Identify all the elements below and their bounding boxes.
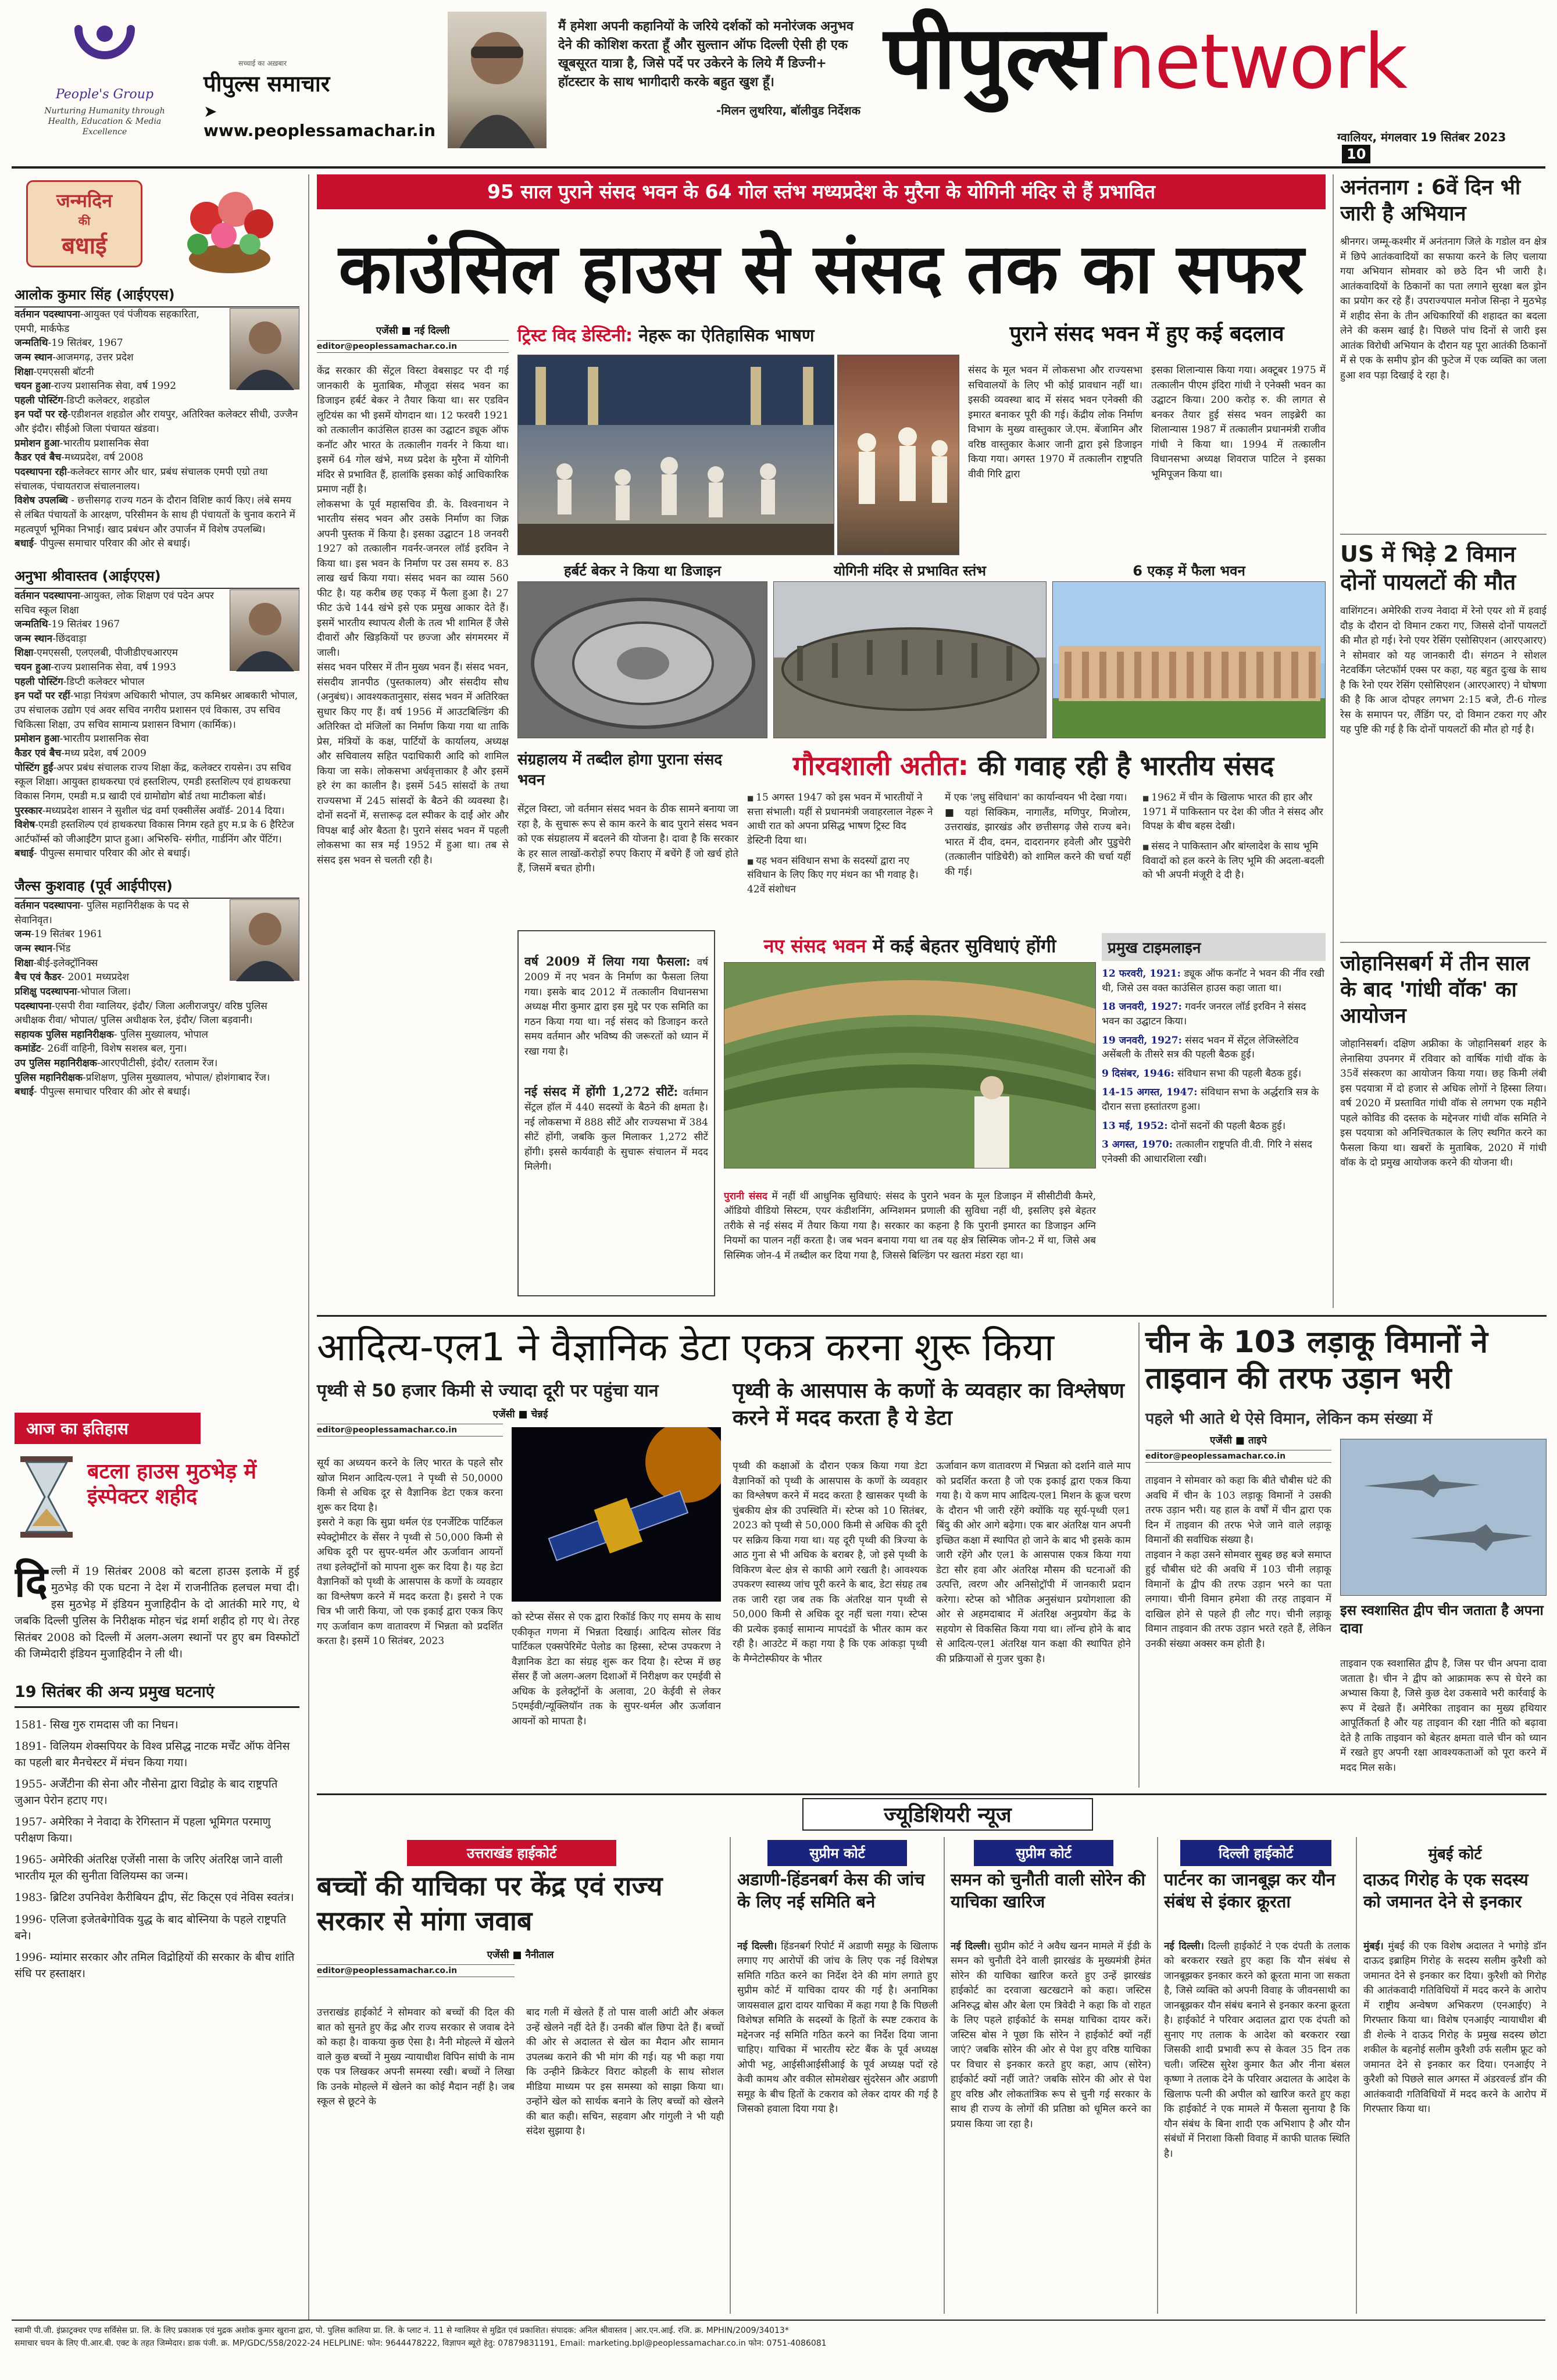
new-parliament-head: नए संसद भवन में कई बेहतर सुविधाएं होंगी bbox=[763, 935, 1056, 957]
birthday-title-3: बधाई bbox=[62, 233, 107, 259]
history-event: 1957- अमेरिका ने नेवादा के रेगिस्तान में पहला भूमिगत परमाणु परीक्षण किया। bbox=[15, 1816, 271, 1845]
sc-headline-1: अडाणी-हिंडनबर्ग केस की जांच के लिए नई समिति बने bbox=[737, 1870, 925, 1911]
china-column-1: ताइवान ने सोमवार को कहा कि बीते चौबीस घंटे की अवधि में चीन के 103 लड़ाकू विमानों ने उसकी तरफ उड़ान भरी। यह हाल के वर्षों में चीन द्वारा एक दिन में ताइवान की तरफ भेजे जाने वाले लड़ाकू विमानों की सर्वाधिक संख्या है। ताइवान ने कहा उसने सोमवार सुबह छह बजे समाप्त हुई चौबीस घंटे की अवधि में 103 चीनी लड़ाकू विमानों के द्वीप की तरफ उड़ान भरने का पता लगाया। चीनी विमान हमेशा की तरह ताइवान में दाखिल होने से पहले ही लौट गए। चीनी लड़ाकू विमान ताइवान की तरफ उड़ान भरते रहते हैं, लेकिन उनकी संख्या अक्सर कम होती है। bbox=[1145, 1475, 1331, 1650]
timeline-item: 13 मई, 1952: दोनों सदनों की पहली बैठक हुई। bbox=[1102, 1120, 1286, 1132]
small-brand-tagline: सच्चाई का अख़बार bbox=[238, 59, 287, 67]
judiciary-rule bbox=[317, 1793, 1547, 1795]
lead-headline: काउंसिल हाउस से संसद तक का सफर bbox=[338, 228, 1304, 309]
prestige-column-3 bbox=[1142, 791, 1326, 924]
history-event: 1996- एलिजा इजेतबेगोविक युद्ध के बाद बोस्निया के पहले राष्ट्रपति बने। bbox=[15, 1913, 287, 1942]
group-tagline: Nurturing Humanity through Health, Education & Media Excellence bbox=[44, 106, 165, 137]
history-body: दिल्ली में 19 सितंबर 2008 को बटला हाउस इलाके में हुई मुठभेड़ की एक घटना ने देश में राजनीतिक हलचल मचा दी। इस मुठभेड़ में इंडियन मुजाहिदीन के दो आतंकी मारे गए, थे जबकि दिल्ली पुलिस के निरीक्षक मोहन चंद्र शर्मा शहीद हो गए थे। तेरह सितंबर 2008 को दिल्ली में अलग-अलग स्थानों पर हुए बम विस्फोटों की जिम्मेदारी इंडियन मुजाहिदीन ने ली थी। bbox=[15, 1556, 299, 1660]
profile-line: जन्मतिथि-19 सितंबर 1967 bbox=[15, 619, 120, 631]
small-brand bbox=[203, 58, 436, 140]
prestige-bullet: ■ 15 अगस्त 1947 को इस भवन में भारतीयों ने सत्ता संभाली। यहीं से प्रधानमंत्री जवाहरलाल नेहरू ने आधी रात को अपना प्रसिद्ध भाषण ट्रिस्ट विद डेस्टिनी दिया था। bbox=[747, 791, 933, 848]
timeline-item: 19 जनवरी, 1927: संसद भवन में सेंट्रल लेजिस्लेटिव असेंबली के तीसरे सत्र की पहली बैठक हुई। bbox=[1102, 1034, 1299, 1061]
history-event: 1965- अमेरिकी अंतरिक्ष एजेंसी नासा के जरिए अंतरिक्ष जाने वाली भारतीय मूल की सुनीता विलियम्स का जन्म। bbox=[15, 1853, 283, 1882]
profile-line: पहली पोस्टिंग-डिप्टी कलेक्टर भोपाल bbox=[15, 676, 145, 688]
director-photo bbox=[448, 12, 547, 148]
quote-text: मैं हमेशा अपनी कहानियों के जरिये दर्शकों को मनोरंजक अनुभव देने की कोशिश करता हूँ और सुल्तान ऑफ दिल्ली ऐसी ही एक खूबसूरत यात्रा है, जिसे पर्दे पर उकेरने के लिये मैं डिज्नी+ हॉटस्टार के साथ भागीदारी करके बहुत खुश हूँ। bbox=[558, 19, 854, 90]
profile-line: वर्तमान पदस्थापना-आयुक्त, लोक शिक्षण एवं पदेन अपर सचिव स्कूल शिक्षा bbox=[15, 589, 214, 616]
timeline-title: प्रमुख टाइमलाइन bbox=[1102, 933, 1326, 961]
profile-line: शिक्षा-बीई-इलेक्ट्रॉनिक्स bbox=[15, 957, 98, 969]
profile-line: वर्तमान पदस्थापना-आयुक्त एवं पंजीयक सहकारिता, एमपी, मार्कफेड bbox=[15, 309, 200, 335]
aditya-column-2: को स्टेप्स सेंसर से एक द्वारा रिकॉर्ड किए गए समय के साथ एकीकृत गणना में भिन्नता दिखाई। आदित्य सोलर विंड पार्टिकल एक्सपेरिमेंट पेलोड का हिस्सा, स्टेप्स उपकरण ने वैज्ञानिक डेटा का संग्रह शुरू कर दिया है। स्टेप्स में छह सेंसर हैं जो अलग-अलग दिशाओं में निरीक्षण कर एमईवी से अधिक के इलेक्ट्रॉनों के अलावा, 20 केईवी से लेकर 5एमईवी/न्यूक्लियॉन तक के सुपर-थर्मल और ऊर्जावान आयनों को मापता है। bbox=[512, 1611, 721, 1727]
court-rule-3 bbox=[1157, 1837, 1158, 2314]
anantnag-story bbox=[1340, 174, 1547, 529]
parliament-photo bbox=[1052, 581, 1326, 738]
birthday-section bbox=[15, 174, 299, 1395]
birthday-profiles bbox=[15, 285, 299, 1099]
birthday-profile bbox=[15, 285, 299, 551]
assembly-hall-icon bbox=[518, 355, 834, 555]
profile-photo bbox=[230, 589, 299, 671]
small-brand-name: पीपुल्स समाचार bbox=[203, 71, 330, 97]
timeline-item: 18 जनवरी, 1927: गवर्नर जनरल लॉर्ड इरविन ने संसद भवन का उद्घाटन किया। bbox=[1102, 1001, 1306, 1027]
profile-line: बधाई- पीपुल्स समाचार परिवार की ओर से बधाई। bbox=[15, 538, 191, 550]
birthday-profile bbox=[15, 876, 299, 1099]
supreme-court-tag-1: सुप्रीम कोर्ट bbox=[767, 1840, 907, 1866]
group-name: People's Group bbox=[55, 87, 154, 102]
director-quote bbox=[558, 17, 860, 157]
page-number: 10 bbox=[1342, 145, 1370, 163]
portrait-icon bbox=[448, 12, 547, 148]
museum-head: संग्रहालय में तब्दील होगा पुराना संसद भवन bbox=[517, 751, 723, 789]
profile-name: जैल्स कुशवाह (पूर्व आईपीएस) bbox=[15, 876, 299, 899]
flower-basket-icon bbox=[172, 177, 288, 276]
us-story bbox=[1340, 541, 1547, 849]
decision-2009-block: वर्ष 2009 में लिया गया फैसला: वर्ष 2009 में नए भवन के निर्माण का फैसला लिया गया। इसके बाद 2012 में तत्कालीन विधानसभा अध्यक्ष मीरा कुमार द्वारा इस मुद्दे पर एक समिति का गठन किया गया था। नई संसद को डिजाइन करते समय वर्तमान और भविष्य की जरूरतों को ध्यान में रखा गया है। नई संसद में होंगी 1,272 सीटें: वर्तमान सेंट्रल हॉल में 440 सदस्यों के बैठने की क्षमता है। नई लोकसभा में 888 सीटें और राज्यसभा में 384 सीटें होंगी, जबकि कुल मिलाकर 1,272 सीटें होंगी। इससे कार्यवाही के सुचारू संचालन में मदद मिलेगी। bbox=[517, 930, 715, 1296]
parliament-building-icon bbox=[1053, 582, 1326, 738]
masthead-rule bbox=[12, 166, 1545, 169]
uttarakhand-tag: उत्तराखंड हाईकोर्ट bbox=[407, 1840, 616, 1866]
dateline: ग्वालियर, मंगलवार 19 सितंबर 2023 10 bbox=[1337, 130, 1506, 162]
lead-column-2: संसद के मूल भवन में लोकसभा और राज्यसभा सचिवालयों के लिए भी कोई प्रावधान नहीं था। इसकी व्यवस्था बाद में संसद भवन एनेक्सी की इमारत बनाकर पूरी की गई। केंद्रीय लोक निर्माण विभाग के मुख्य वास्तुकार जे.एम. बेंजामिन और वरिष्ठ वास्तुकार केआर जानी द्वारा इसे डिजाइन किया गया। अगस्त 1970 में तत्कालीन राष्ट्रपति वीवी गिरि द्वारा bbox=[968, 364, 1142, 480]
court-rule-4 bbox=[1356, 1837, 1357, 2314]
museum-body: सेंट्रल विस्टा, जो वर्तमान संसद भवन के ठीक सामने बनाया जा रहा है, के सुचारू रूप से काम करने के बाद पुराने संसद भवन को एक संग्रहालय में बदलने की योजना है। दावा है कि सरकार के हर साल लाखों-करोड़ों रुपए किराए में बचेंगे हैं जो खर्च होते हैं, जिसमें बचत होगी। bbox=[517, 803, 738, 874]
timeline-item: 12 फरवरी, 1921: ड्यूक ऑफ कनॉट ने भवन की नींव रखी थी, जिसे उस वक्त काउंसिल हाउस कहा जाता था। bbox=[1102, 968, 1324, 994]
profile-line: विशेष-एमडी हस्तशिल्प एवं हाथकरघा विकास निगम रहते हुए म.प्र के 6 हैरिटेज आर्टफॉर्म्स को जीआईटैग प्राप्त हुआ। अभिरुचि- संगीत, गार्डनिंग और पेंटिंग। bbox=[15, 819, 294, 845]
mumbai-court-headline: दाऊद गिरोह के एक सदस्य को जमानत देने से इनकार bbox=[1363, 1870, 1529, 1911]
title-network: network bbox=[1108, 17, 1407, 106]
history-event: 1955- अर्जेंटीना की सेना और नौसेना द्वारा विद्रोह के बाद राष्ट्रपति जुआन पेरोन हटाए गए। bbox=[15, 1778, 278, 1807]
court-rule-2 bbox=[944, 1837, 945, 2314]
uttarakhand-column-2: बाद गली में खेलते हैं तो पास वाली आंटी और अंकल उन्हें खेलने नहीं देते हैं। उनकी बॉल छिपा देते हैं। बच्चों की ओर से अदालत से खेल का मैदान और सामान उपलब्ध कराने की भी मांग की गई। यह भी कहा गया कि उन्हीने क्रिकेटर विराट कोहली के साथ सोशल मीडिया माध्यम पर इस समस्या को साझा किया था। उन्होंने खेल को सार्थक बनाने के लिए बच्चों को खेलने की बात कही। सचिन, सहवाग और गांगुली ने भी यही संदेश सुझाया है। bbox=[526, 2007, 724, 2137]
timeline-item: 9 दिसंबर, 1946: संविधान सभा की पहली बैठक हुई। bbox=[1102, 1067, 1302, 1080]
aditya-headline: आदित्य-एल1 ने वैज्ञानिक डेटा एकत्र करना शुरू किया bbox=[317, 1325, 1055, 1370]
us-head: US में भिड़े 2 विमान दोनों पायलटों की मौत bbox=[1340, 541, 1516, 595]
peoples-group-logo bbox=[35, 17, 174, 151]
prestige-bullet: ■ संसद ने पाकिस्तान और बांग्लादेश के साथ भूमि विवादों को हल करने के लिए भूमि की अदला-बदली को भी अपनी मंजूरी दे दी है। bbox=[1142, 839, 1326, 882]
profile-line: कैडर एवं बैच-मध्यप्रदेश, वर्ष 2008 bbox=[15, 452, 144, 464]
aditya-column-4: ऊर्जावान कण वातावरण में भिन्नता को दर्शाने वाले माप को प्रदर्शित करता है जो एक इकाई द्वारा एकत्र किया गया है। ये कण माप आदित्य-एल1 मिशन के क्रूज चरण के दौरान भी जारी रहेंगे क्योंकि यह सूर्य-पृथ्वी एल1 बिंदु की ओर आगे बढ़ेगा। एक बार अंतरिक्ष यान अपनी इच्छित कक्षा में स्थापित हो जाने के बाद भी इसके काम जारी रहेंगे और एल1 के आसपास एकत्र किया गया डेटा सौर हवा और अंतरिक्ष मौसम की घटनाओं की उत्पत्ति, त्वरण और अनिसोट्रॉपी में जानकारी प्रदान करेगा। स्टेप्स को भौतिक अनुसंधान प्रयोगशाला की ओर से अहमदाबाद में अंतरिक्ष अनुप्रयोग केंद्र के सहयोग से विकसित किया गया था। लॉन्च होने के बाद से आदित्य-एल1 अंतरिक्ष यान कक्षा की स्थापित होने की प्रक्रियाओं से गुजर चुका है। bbox=[936, 1460, 1131, 1665]
fighter-jets-photo bbox=[1340, 1439, 1547, 1596]
imprint bbox=[15, 2324, 1544, 2371]
satellite-icon bbox=[512, 1427, 721, 1602]
prestige-bullet: ■ यह भवन संविधान सभा के सदस्यों द्वारा नए संविधान के लिए किए गए मंथन का भी गवाह है। 42वें संशोधन bbox=[747, 854, 933, 897]
masthead bbox=[0, 0, 1557, 169]
profile-photo bbox=[230, 899, 299, 981]
profile-line: जन्म स्थान-छिंदवाड़ा bbox=[15, 632, 87, 645]
delhi-hc-headline: पार्टनर का जानबूझ कर यौन संबंध से इंकार क्रूरता bbox=[1164, 1870, 1335, 1911]
profile-line: प्रशिक्षु पदस्थापना-भोपाल जिला। bbox=[15, 985, 131, 998]
profile-line: कैडर एवं बैच-मध्य प्रदेश, वर्ष 2009 bbox=[15, 747, 147, 759]
six-acre-caption: 6 एकड़ में फैला भवन bbox=[1133, 563, 1245, 579]
events-list bbox=[15, 1717, 299, 1982]
right-column-rule bbox=[1333, 174, 1334, 1308]
profile-line: पहली पोस्टिंग-डिप्टी कलेक्टर, शहडोल bbox=[15, 394, 150, 406]
timeline-box bbox=[1102, 933, 1326, 1299]
profile-line: चयन हुआ-राज्य प्रशासनिक सेवा, वर्ष 1992 bbox=[15, 380, 177, 392]
profile-line: प्रमोशन हुआ-भारतीय प्रशासनिक सेवा bbox=[15, 733, 149, 745]
lead-banner: 95 साल पुराने संसद भवन के 64 गोल स्तंभ मध्यप्रदेश के मुरैना के योगिनी मंदिर से हैं प्रभावित bbox=[317, 174, 1326, 209]
prestige-bullet: ■ 1962 में चीन के खिलाफ भारत की हार और 1971 में पाकिस्तान पर देश की जीत ने संसद और विपक्ष के बीच बहस देखी। bbox=[1142, 791, 1326, 834]
profile-line: शिक्षा-एमएससी बॉटनी bbox=[15, 366, 94, 378]
circular-temple-icon bbox=[774, 582, 1047, 738]
fighter-jet-icon bbox=[1341, 1439, 1547, 1596]
delhi-hc-tag: दिल्ली हाईकोर्ट bbox=[1180, 1840, 1331, 1866]
delhi-hc-body: नई दिल्ली। दिल्ली हाईकोर्ट ने एक दंपती के तलाक को बरकरार रखते हुए कहा कि यौन संबंध से जानबूझकर इनकार करने को क्रूरता माना जा सकता है, जिसे व्यक्ति को अपनी विवाह के जीवनसाथी का जानबूझकर यौन संबंध बनाने से इनकार करना क्रूरता है। हाईकोर्ट ने परिवार अदालत द्वारा एक दंपती को सुनाए गए तलाक के आदेश को बरकरार रखा जिसकी शादी प्रभावी रूप से केवल 35 दिन तक चली। जस्टिस सुरेश कुमार कैत और नीना बंसल कृष्णा ने तलाक देने के परिवार अदालत के आदेश के खिलाफ पत्नी की अपील को खारिज करते हुए कहा कि हाईकोर्ट ने एक मामले में फैसला सुनाया है कि यौन संबंध के बिना शादी एक अभिशाप है और यौन संबंधों में निराशा किसी विवाह में काफी घातक स्थिति है। bbox=[1164, 1940, 1350, 2160]
profile-line: जन्मतिथि-19 सितंबर, 1967 bbox=[15, 337, 123, 349]
china-headline: चीन के 103 लड़ाकू विमानों ने ताइवान की तरफ उड़ान भरी bbox=[1145, 1325, 1488, 1396]
people-group-icon bbox=[838, 355, 959, 555]
prestige-head: गौरवशाली अतीत: की गवाह रही है भारतीय संसद bbox=[792, 750, 1274, 781]
profile-line: विशेष उपलब्धि - छत्तीसगढ़ राज्य गठन के दौरान विशिष्ट कार्य किए। लंबे समय से लंबित पंचायतों के आरक्षण, परिसीमन के साथ ही पंचायतों के चुनाव कराने में महत्वपूर्ण भूमिका निभाई। खाद प्रबंधन और उपार्जन में विशेष उपलब्धि। bbox=[15, 495, 295, 535]
history-event: 1983- ब्रिटिश उपनिवेश कैरीबियन द्वीप, सेंट किट्स एवं नेविस स्वतंत्र। bbox=[15, 1891, 294, 1904]
events-title: 19 सितंबर की अन्य प्रमुख घटनाएं bbox=[15, 1680, 299, 1708]
lead-column-1: केंद्र सरकार की सेंट्रल विस्टा वेबसाइट पर दी गई जानकारी के मुताबिक, मौजूदा संसद भवन का डिजाइन हर्बर्ट बेकर ने तैयार किया था। सर एडविन लुटियंस का भी इसमें योगदान था। 12 फरवरी 1921 को तत्कालीन काउंसिल हाउस का उद्घाटन ड्यूक ऑफ कनॉट और भारत के तत्कालीन गवर्नर ने किया था। इसमें 64 गोल खंभे, मध्य प्रदेश के मुरैना में योगिनी मंदिर से प्रभावित हैं, हालांकि इसका कोई आधिकारिक प्रमाण नहीं है। लोकसभा के पूर्व महासचिव डी. के. विश्वनाथन ने भारतीय संसद भवन और उसके निर्माण का जिक्र अपनी पुस्तक में किया है। इसका उद्घाटन 18 जनवरी 1927 को तत्कालीन गवर्नर-जनरल लॉर्ड इरविन ने किया था। इस भवन के निर्माण पर उस समय रु. 83 लाख खर्च किया गया। संसद भवन का व्यास 560 फीट है। यह करीब छह एकड़ में फैला हुआ है। 27 फीट ऊंचे 144 खंभे इसे एक प्रमुख आकार देते हैं। इसमें भारतीय स्थापत्य शैली के तत्व भी शामिल हैं जैसे दीवारों और खिड़कियों पर छज्जा और संगमरमर में जाली। संसद भवन परिसर में तीन मुख्य भवन हैं। संसद भवन, संसदीय ज्ञानपीठ (पुस्तकालय) और संसदीय सौध (अनुबंध)। आवश्यकतानुसार, संसद भवन में अतिरिक्त सुधार किए गए हैं। वर्ष 1956 में आउटबिल्डिंग की अतिरिक्त दो मंजिलों का निर्माण किया गया था ताकि प्रेस, मंत्रियों के कक्ष, पार्टियों के कार्यालय, अध्यक्ष और सचिवालय सहित पदाधिकारी आदि को शामिल किया जा सके। लोकसभा अर्धवृत्ताकार है और इसमें हरे रंग का कालीन है। इसमें 545 सांसदों के तथा राज्यसभा में 245 सांसदों के बैठने की व्यवस्था है। दोनों सदनों में, सत्तारूढ़ दल स्पीकर के दाईं ओर और विपक्ष बाईं ओर बैठता है। पुराने संसद भवन में पहली लोकसभा का सत्र मई 1952 में हुआ था। तब से संसद इस भवन से चलती रही है। bbox=[317, 365, 509, 866]
sc-headline-2: समन को चुनौती वाली सोरेन की याचिका खारिज bbox=[951, 1870, 1146, 1911]
birthday-profile bbox=[15, 566, 299, 861]
title-hindi: पीपुल्स bbox=[884, 8, 1105, 109]
anantnag-body: श्रीनगर। जम्मू-कश्मीर में अनंतनाग जिले के गडोल वन क्षेत्र में छिपे आतंकवादियों का सफाया करने के लिए चलाया गया अभियान सोमवार को छठे दिन भी जारी है। आतंकवादियों के ठिकानों का पता लगाने सुरक्षा बल ड्रोन का प्रयोग कर रहे हैं। उपराज्यपाल मनोज सिन्हा ने मुठभेड़ में शहीद सेना के तीन अधिकारियों की शहादत का बदला लेने की कसम खाई है। पिछले पांच दिनों से जारी इस आतंक विरोधी अभियान के दौरान यह पूरा आतंकी ठिकानों में से एक के समीप ड्रोन की फुटेज में एक व्यक्ति का जला हुआ शव पड़ा दिखाई दे रहा है। bbox=[1340, 236, 1547, 381]
profile-line: सहायक पुलिस महानिरीक्षक- पुलिस मुख्यालय, भोपाल bbox=[15, 1028, 208, 1041]
masthead-title bbox=[884, 8, 1547, 131]
profile-line: चयन हुआ-राज्य प्रशासनिक सेवा, वर्ष 1993 bbox=[15, 662, 177, 674]
old-parliament-text: पुरानी संसद में नहीं थीं आधुनिक सुविधाएं: संसद के पुराने भवन के मूल डिजाइन में सीसीटीवी कैमरे, ऑडियो वीडियो सिस्टम, एयर कंडीशनिंग, अग्निशमन प्रणाली की सुविधा नहीं थी, इसलिए इसे बेहतर तरीके से नई संसद में तैयार किया गया है। सरकार का कहना है कि पुरानी इमारत का डिजाइन अग्नि नियमों का पालन नहीं करता है। जब भवन बनाया गया था तब यह क्षेत्र सिस्मिक जोन-2 में था, जिसे अब सिस्मिक जोन-4 में तब्दील कर दिया गया है, जिससे बिल्डिंग पर खतरा मंडरा रहा था। bbox=[724, 1190, 1096, 1262]
yogini-temple-photo bbox=[773, 581, 1047, 738]
mid-rule bbox=[317, 1315, 1547, 1317]
profile-line: बैच एवं कैडर- 2001 मध्यप्रदेश bbox=[15, 971, 129, 984]
profile-line: इन पदों पर रहे-एडीशनल शहडोल और रायपुर, अतिरिक्त कलेक्टर सीधी, उज्जैन और इंदौर। सीईओ जिला पंचायत खंडवा। bbox=[15, 409, 298, 435]
assembly-photo bbox=[837, 355, 959, 555]
profile-line: पुलिस महानिरीक्षक-प्रशिक्षण, पुलिस मुख्यालय, भोपाल/ होशंगाबाद रेंज। bbox=[15, 1071, 270, 1084]
birthday-header bbox=[15, 174, 299, 285]
aditya-byline: एजेंसी ■ चेन्नई editor@peoplessamachar.co.in bbox=[317, 1407, 724, 1436]
judiciary-title: ज्यूडिशियरी न्यूज bbox=[802, 1798, 1093, 1831]
profile-line: वर्तमान पदस्थापना- पुलिस महानिरीक्षक के पद से सेवानिवृत। bbox=[15, 900, 189, 926]
prestige-column-2: में एक 'लघु संविधान' का कार्यान्वयन भी देखा गया। ■ यहां सिक्किम, नागालैंड, मणिपुर, मिजोरम, उत्तराखंड, झारखंड और छत्तीसगढ़ जैसे राज्य बने। भारत में दीव, दमन, दादरानगर हवेली और पुडुचेरी (तत्कालीन पांडिचेरी) को शामिल करने की चर्चा यहीं की गई। bbox=[945, 792, 1131, 878]
new-parliament-photo bbox=[724, 962, 1096, 1168]
court-rule-1 bbox=[730, 1837, 731, 2314]
aditya-pull-head: पृथ्वी के आसपास के कणों के व्यवहार का विश्लेषण करने में मदद करता है ये डेटा bbox=[733, 1379, 1124, 1430]
left-column-rule bbox=[308, 174, 309, 2320]
sc-body-1: नई दिल्ली। हिंडनबर्ग रिपोर्ट में अडाणी समूह के खिलाफ लगाए गए आरोपों की जांच के लिए एक नई विशेषज्ञ समिति गठित करने का निर्देश देने की मांग लगाते हुए सुप्रीम कोर्ट में याचिका दायर की गई है। अनामिका जायसवाल द्वारा दायर याचिका में कहा गया है कि पिछली विशेषज्ञ समिति के सदस्यों के हितों के स्पष्ट टकराव के मद्देनजर नई समिति गठित करने का निर्देश दिया जाना चाहिए। याचिका में भारतीय स्टेट बैंक के पूर्व अध्यक्ष ओपी भट्ट, आईसीआईसीआई के पूर्व अध्यक्ष पदों रहे केवी कामथ और वकील सोमशेखर सुंदरेसन और अडाणी समूह के बीच हितों के टकराव को लेकर दायर की गई है जिसको हवाला दिया गया है। bbox=[737, 1940, 938, 2115]
sc-body-2: नई दिल्ली। सुप्रीम कोर्ट ने अवैध खनन मामले में ईडी के समन को चुनौती देने वाली झारखंड के मुख्यमंत्री हेमंत सोरेन की याचिका खारिज करते हुए उन्हें झारखंड हाईकोर्ट का दरवाजा खटखटाने को कहा। जस्टिस अनिरुद्ध बोस और बेला एम त्रिवेदी ने कहा कि वो राहत के लिए पहले हाईकोर्ट के समक्ष याचिका दायर करें। जस्टिस बोस ने पूछा कि सोरेन ने हाईकोर्ट क्यों नहीं जाएं? जबकि सोरेन की ओर से पेश हुए वरिष्ठ याचिका पर विचार से इनकार करते हुए कहा, आप (सोरेन) हाईकोर्ट क्यों नहीं जाते? जबकि सोरेन की ओर से पेश हुए वरिष्ठ और लोकतांत्रिक रूप से चुनी गई सरकार के साथ ही राज्य के लोगों की प्रतिष्ठा को धूमिल करने का प्रयास किया जा रहा है। bbox=[951, 1940, 1151, 2130]
imprint-line-2: समाचार चयन के लिए पी.आर.बी. एक्ट के तहत जिम्मेदार। डाक पंजी. क्र. MP/GDC/558/2022-24 HELPLINE: फोन: 9644478222, विज्ञापन ब्यूरो हेतु: 07879831191, Email: marketing.bpl@peoplessamachar.co.in फोन: 0751-4086081 bbox=[15, 2339, 827, 2349]
joburg-head: जोहानिसबर्ग में तीन साल के बाद 'गांधी वॉक' का आयोजन bbox=[1340, 952, 1530, 1028]
history-label: आज का इतिहास bbox=[15, 1413, 201, 1444]
mumbai-court-tag: मुंबई कोर्ट bbox=[1428, 1846, 1482, 1863]
profile-line: जन्म स्थान-आजमगढ़, उत्तर प्रदेश bbox=[15, 351, 134, 363]
aditya-column-1: सूर्य का अध्ययन करने के लिए भारत के पहले सौर खोज मिशन आदित्य-एल1 ने पृथ्वी से 50,0000 किमी से अधिक दूर से वैज्ञानिक डेटा एकत्र करना शुरू कर दिया है। इसरो ने कहा कि सुप्रा थर्मल एंड एनर्जेटिक पार्टिकल स्पेक्ट्रोमीटर के सेंसर ने पृथ्वी से 50,000 किमी से अधिक दूरी पर सुपर-थर्मल और ऊर्जावान आयनों तथा इलेक्ट्रॉनों को मापना शुरू कर दिया है। यह डेटा वैज्ञानिकों को पृथ्वी के आसपास के कणों के व्यवहार का विश्लेषण करने में मदद करता है। इसरो ने एक चित्र भी जारी किया, जो एक इकाई द्वारा एकत्र किए गए ऊर्जावान कण वातावरण में भिन्नता को प्रदर्शित करता है। इसमें 10 सितंबर, 2023 bbox=[317, 1457, 503, 1647]
lead-byline: एजेंसी ■ नई दिल्ली editor@peoplessamachar.co.in bbox=[317, 323, 509, 353]
yogini-caption: योगिनी मंदिर से प्रभावित स्तंभ bbox=[833, 563, 987, 579]
profile-line: पोस्टिंग हुईं-अपर प्रबंध संचालक राज्य शिक्षा केंद्र, कलेक्टर रायसेन। उप सचिव स्कूल शिक्षा। आयुक्त हाथकरघा एवं हस्तशिल्प, एमडी हस्तशिल्प एवं हाथकरघा विकास निगम, एमडी म.प्र खादी एवं ग्रामोद्योग बोर्ड तथा माटीकला बोर्ड। bbox=[15, 762, 291, 802]
supreme-court-tag-2: सुप्रीम कोर्ट bbox=[974, 1840, 1113, 1866]
profile-line: जन्म स्थान-भिंड bbox=[15, 942, 71, 955]
profile-photo bbox=[230, 308, 299, 389]
history-headline: बटला हाउस मुठभेड़ में इंस्पेक्टर शहीद bbox=[87, 1460, 257, 1509]
china-photo-caption: इस स्वशासित द्वीप चीन जताता है अपना दावा bbox=[1340, 1602, 1544, 1637]
hourglass-icon bbox=[15, 1453, 78, 1541]
history-event: 1891- विलियम शेक्सपियर के विश्व प्रसिद्ध नाटक मर्चेंट ऑफ वेनिस का पहली बार मैनचेस्टर में मंचन किया गया। bbox=[15, 1740, 290, 1769]
profile-line: पदस्थापना-एसपी रीवा ग्वालियर, इंदौर/ जिला अलीराजपुर/ वरिष्ठ पुलिस अधीक्षक रीवा/ भोपाल/ पुलिस अधीक्षक रेल, इंदौर/ जिला बड़वानी। bbox=[15, 1000, 267, 1027]
lead-subhead-right: पुराने संसद भवन में हुए कई बदलाव bbox=[1009, 322, 1284, 346]
group-logo-icon bbox=[61, 17, 148, 87]
china-column-2: ताइवान एक स्वशासित द्वीप है, जिस पर चीन अपना दावा जताता है। चीन ने द्वीप को आक्रामक रूप से घेरने का अभ्यास किया है, जिसे कुछ देश उकसावे भरी कार्रवाई के रूप में देखते हैं। अमेरिका ताइवान का मुख्य हथियार आपूर्तिकर्ता है और यह ताइवान की रक्षा नीति को बढ़ावा देते है ताकि ताइवान को बेहतर क्षमता वाले चीन को ध्यान में रखते हुए अपनी रक्षा आवश्यकताओं को पूरा करने में मदद मिल सके। bbox=[1340, 1658, 1547, 1774]
profile-line: बधाई- पीपुल्स समाचार परिवार की ओर से बधाई। bbox=[15, 1086, 191, 1098]
mumbai-court-body: मुंबई। मुंबई की एक विशेष अदालत ने भगोड़े डॉन दाऊद इब्राहिम गिरोह के सदस्य सलीम कुरैशी को जमानत देने से इनकार कर दिया। कुरैशी को गिरोह की आतंकवादी गतिविधियों में मदद करने के आरोप में राष्ट्रीय अन्वेषण अभिकरण (एनआईए) ने गिरफ्तार किया था। विशेष एनआईए न्यायाधीश बी डी शेल्के ने दाऊद गिरोह के प्रमुख सदस्य छोटा शकील के बहनोई सलीम कुरैशी उर्फ सलीम फ्रूट को जमानत देने से इनकार कर दिया। एनआईए ने कुरैशी को पिछले साल अगस्त में अंडरवर्ल्ड डॉन की आतंकवादी गतिविधियों में मदद करने के आरोप में गिरफ्तार किया था। bbox=[1363, 1940, 1547, 2115]
herbert-caption: हर्बर्ट बेकर ने किया था डिजाइन bbox=[563, 563, 722, 579]
joburg-story bbox=[1340, 950, 1547, 1305]
profile-line: शिक्षा-एमएससी, एलएलबी, पीजीडीएचआरएम bbox=[15, 647, 178, 659]
lok-sabha-chamber-icon bbox=[724, 963, 1096, 1168]
prestige-column-1 bbox=[747, 791, 933, 924]
right-rule-1 bbox=[1340, 534, 1547, 535]
us-body: वाशिंगटन। अमेरिकी राज्य नेवादा में रेनो एयर शो में हवाई दौड़ के दौरान दो विमान टकरा गए, जिससे दोनों पायलटों की मौत हो गई। रेनो एयर रेसिंग एसोसिएशन (आरएआरए) ने सोमवार को यह जानकारी दी। संगठन ने सोशल नेटवर्किंग प्लेटफॉर्म एक्स पर कहा, यह बहुत दुःख के साथ है कि रेनो एयर रेसिंग एसोसिएशन (आरएआरए) ने घोषणा की है कि आज दोपहर लगभग 2:15 बजे, टी-6 गोल्ड रेस के समापन पर, लैंडिंग पर, दो विमान टकरा गए और यह पुष्टि की गई है कि दोनों पायलटों की मौत हो गई है। bbox=[1340, 605, 1547, 735]
history-event: 1581- सिख गुरु रामदास जी का निधन। bbox=[15, 1718, 178, 1731]
imprint-line-1: स्वामी पी.जी. इंफ्राट्रक्चर एण्ड सर्विसेस प्रा. लि. के लिए प्रकाशक एवं मुद्रक अशोक कुमार खुराना द्वारा, पो. पुलिस कालिया प्रा. लि. के प्लाट नं. 11 से ग्वालियर से मुद्रित एवं प्रकाशित। संपादक: अनिल श्रीवास्तव | आर.एन.आई. रजि. क्र. MPHIN/2009/34013* bbox=[15, 2326, 789, 2335]
china-byline: एजेंसी ■ ताइपे editor@peoplessamachar.co.in bbox=[1145, 1433, 1331, 1463]
lead-column-3: इसका शिलान्यास किया गया। अक्टूबर 1975 में तत्कालीन पीएम इंदिरा गांधी ने एनेक्सी भवन का उद्घाटन किया। 200 करोड़ रु. की लागत से बनकर तैयार हुई संसद भवन लाइब्रेरी का शिलान्यास 1987 में तत्कालीन प्रधानमंत्री राजीव गांधी ने किया था। 1994 में तत्कालीन विधानसभा अध्यक्ष शिवराज पाटिल ने इसका भूमिपूजन किया था। bbox=[1151, 364, 1326, 480]
profile-line: पदस्थापना रही-कलेक्टर सागर और धार, प्रबंध संचालक एमपी एग्रो तथा संचालक, पंचायतराज संचालनालय। bbox=[15, 466, 268, 492]
aditya-column-3: पृथ्वी की कक्षाओं के दौरान एकत्र किया गया डेटा वैज्ञानिकों को पृथ्वी के आसपास के कणों के व्यवहार का विश्लेषण करने में मदद करता है खासकर पृथ्वी के चुंबकीय क्षेत्र की उपस्थिति में। स्टेप्स को 10 सितंबर, 2023 को पृथ्वी से 50,000 किमी से अधिक की दूरी पर सक्रिय किया गया था। यह दूरी पृथ्वी की त्रिज्या के आठ गुना से भी अधिक के बराबर है, जो इसे पृथ्वी के विकिरण बेल्ट क्षेत्र से काफी आगे रखती है। आवश्यक उपकरण स्वास्थ्य जांच पूरी करने के बाद, डेटा संग्रह तब तक जारी रहा जब तक कि अंतरिक्ष यान पृथ्वी से 50,000 किमी से अधिक दूर नहीं चला गया। स्टेप्स की प्रत्येक इकाई सामान्य मापदंडों के भीतर काम कर रही है। आउटेट में कहा गया है कि एक आंकड़ा पृथ्वी के मैग्नेटोस्फीयर के भीतर bbox=[733, 1460, 927, 1665]
profile-line: पुरस्कार-मध्यप्रदेश शासन ने सुशील चंद्र वर्मा एक्सीलेंस अवॉर्ड- 2014 दिया। bbox=[15, 805, 285, 817]
history-event: 1996- म्यांमार सरकार और तमिल विद्रोहियों की सरकार के बीच शांति संधि पर हस्ताक्षर। bbox=[15, 1951, 295, 1980]
profile-name: अनुभा श्रीवास्तव (आईएएस) bbox=[15, 566, 299, 589]
nehru-speech-photo bbox=[517, 355, 834, 555]
profile-line: बधाई- पीपुल्स समाचार परिवार की ओर से बधाई। bbox=[15, 848, 191, 860]
joburg-body: जोहानिसबर्ग। दक्षिण अफ्रीका के जोहानिसबर्ग शहर के लेनासिया उपनगर में रविवार को वार्षिक गांधी वॉक के 35वें संस्करण का आयोजन किया गया। छह किमी लंबी इस पदयात्रा में दो हजार से अधिक लोगों ने हिस्सा लिया। वर्ष 2020 में प्रस्तावित गांधी वॉक से लगभग एक महीने पहले कोविड की दस्तक के मद्देनजर गांधी वॉक समिति ने इस पदयात्रा को अनिश्चितकाल के लिए स्थगित करने का फैसला किया था। खबरों के मुताबिक, 2020 में गांधी वॉक के दो प्रमुख आयोजक करने की योजना थी। bbox=[1340, 1038, 1547, 1168]
aditya-spacecraft-photo bbox=[512, 1427, 721, 1602]
drop-cap: दि bbox=[15, 1556, 48, 1606]
birthday-title-1: जन्मदिन bbox=[56, 190, 113, 212]
china-subhead: पहले भी आते थे ऐसे विमान, लेकिन कम संख्या में bbox=[1145, 1410, 1433, 1428]
right-rule-2 bbox=[1340, 942, 1547, 943]
profile-line: प्रमोशन हुआ-भारतीय प्रशासनिक सेवा bbox=[15, 437, 149, 449]
uttarakhand-column-1: उत्तराखंड हाईकोर्ट ने सोमवार को बच्चों की दिल की बात को सुनते हुए केंद्र और राज्य सरकार से जवाब देने को कहा है। वाकया कुछ ऐसा है। नैनी मोहल्ले में खेलने वाले कुछ बच्चों ने मुख्य न्यायाधीश विपिन सांघी के नाम एक पत्र लिखकर अपनी समस्या रखी। बच्चों ने लिखा कि उनके मोहल्ले में खेलने का कोई मैदान नहीं है। जब स्कूल से छूटने के bbox=[317, 2007, 515, 2107]
profile-name: आलोक कुमार सिंह (आईएएस) bbox=[15, 285, 299, 308]
timeline-item: 14-15 अगस्त, 1947: संविधान सभा के अर्द्धरात्रि सत्र के दौरान सत्ता हस्तांतरण हुआ। bbox=[1102, 1087, 1319, 1113]
timeline-list bbox=[1102, 967, 1326, 1167]
profile-line: इन पदों पर रहीं-भाड़ा नियंत्रण अधिकारी भोपाल, उप कमिश्नर आबकारी भोपाल, उप संचालक उद्योग एवं अवर सचिव नगरीय प्रशासन एवं विकास, उप सचिव चिकित्सा शिक्षा, उप सचिव सामान्य प्रशासन विभाग (कार्मिक)। bbox=[15, 690, 298, 731]
council-house-photo bbox=[517, 581, 767, 738]
web-arrow-icon: ➤ bbox=[203, 102, 217, 121]
website-link[interactable]: ➤ www.peoplessamachar.in bbox=[203, 102, 436, 140]
birthday-title-2: की bbox=[78, 214, 91, 228]
nehru-photo-caption: ट्रिस्ट विद डेस्टिनी: नेहरू का ऐतिहासिक भाषण bbox=[517, 326, 815, 346]
profile-line: जन्म-19 सितंबर 1961 bbox=[15, 928, 103, 941]
uttarakhand-headline: बच्चों की याचिका पर केंद्र एवं राज्य सरकार से मांगा जवाब bbox=[317, 1870, 663, 1936]
aditya-subhead: पृथ्वी से 50 हजार किमी से ज्यादा दूरी पर पहुंचा यान bbox=[317, 1381, 659, 1401]
history-section bbox=[15, 1413, 299, 2314]
profile-line: उप पुलिस महानिरीक्षक-आरएपीटीसी, इंदौर/ रतलाम रेंज। bbox=[15, 1057, 218, 1070]
uttarakhand-byline: एजेंसी ■ नैनीताल editor@peoplessamachar.co.in bbox=[317, 1947, 724, 1977]
profile-line: कमांडेंट- 26वीं वाहिनी, विशेष सशस्त्र बल, गुना। bbox=[15, 1043, 187, 1055]
birthday-badge bbox=[26, 180, 142, 267]
anantnag-head: अनंतनाग : 6वें दिन भी जारी है अभियान bbox=[1340, 176, 1521, 226]
timeline-item: 3 अगस्त, 1970: तत्कालीन राष्ट्रपति वी.वी. गिरि ने संसद एनेक्सी की आधारशिला रखी। bbox=[1102, 1139, 1312, 1166]
china-rule bbox=[1138, 1323, 1140, 1788]
aerial-building-icon bbox=[518, 582, 767, 738]
quote-author: -मिलन लुथरिया, बॉलीवुड निर्देशक bbox=[716, 103, 860, 117]
imprint-rule bbox=[12, 2320, 1545, 2321]
